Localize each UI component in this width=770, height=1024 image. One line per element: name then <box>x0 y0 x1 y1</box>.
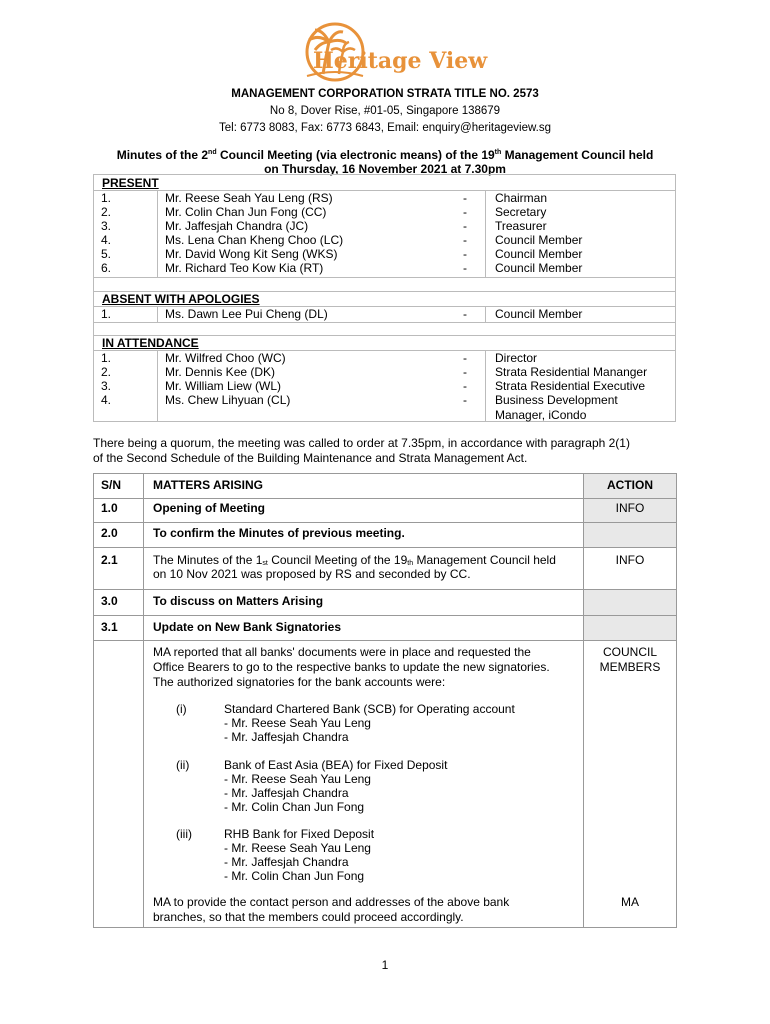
row-sn: 2.0 <box>101 526 118 540</box>
bank-item <box>224 702 582 744</box>
org-name: MANAGEMENT CORPORATION STRATA TITLE NO. 2573 <box>231 88 539 100</box>
col-sn-header: S/N <box>101 478 122 492</box>
member-name: Mr. William Liew (WL) <box>165 379 281 393</box>
col-action-header: ACTION <box>607 478 653 492</box>
row-body <box>153 553 581 581</box>
signatory: - Mr. Jaffesjah Chandra <box>224 855 349 869</box>
member-name: Mr. Dennis Kee (DK) <box>165 365 276 379</box>
member-dash: - <box>463 307 467 321</box>
signatory: - Mr. Colin Chan Jun Fong <box>224 800 365 814</box>
member-no: 3. <box>101 219 112 233</box>
org-address: No 8, Dover Rise, #01-05, Singapore 138679 <box>269 105 501 117</box>
minutes-title <box>0 148 770 176</box>
member-role: Council Member <box>495 261 583 275</box>
member-no: 1. <box>101 191 112 205</box>
org-contact: Tel: 6773 8083, Fax: 6773 6843, Email: enquiry@heritageview.sg <box>219 122 551 134</box>
minutes-sub: th <box>407 560 414 567</box>
member-name: Ms. Dawn Lee Pui Cheng (DL) <box>165 307 328 321</box>
row-title: To discuss on Matters Arising <box>153 594 324 608</box>
row-sn: 3.1 <box>101 620 118 634</box>
row-title: To confirm the Minutes of previous meeting. <box>153 526 405 540</box>
bank-item <box>224 827 582 883</box>
member-name: Mr. Wilfred Choo (WC) <box>165 351 286 365</box>
logo-text: Heritage View <box>313 48 488 74</box>
member-dash: - <box>463 205 467 219</box>
member-name: Mr. Colin Chan Jun Fong (CC) <box>165 205 327 219</box>
member-role: Secretary <box>495 205 547 219</box>
signatory: - Mr. Reese Seah Yau Leng <box>224 841 371 855</box>
member-name: Mr. Jaffesjah Chandra (JC) <box>165 219 309 233</box>
quorum-line: There being a quorum, the meeting was called to order at 7.35pm, in accordance with paragraph 2(1) <box>93 436 630 450</box>
title-line2: on Thursday, 16 November 2021 at 7.30pm <box>264 162 506 176</box>
member-no: 3. <box>101 379 112 393</box>
body-line: Office Bearers to go to the respective banks to update the new signatories. <box>153 660 550 674</box>
row-sn: 3.0 <box>101 594 118 608</box>
minutes-text: The Minutes of the 1 <box>153 553 263 567</box>
member-role: Strata Residential Executive <box>495 379 646 393</box>
member-role: Council Member <box>495 247 583 261</box>
matters-table <box>93 473 677 928</box>
member-role: Council Member <box>495 307 583 321</box>
member-no: 2. <box>101 365 112 379</box>
action-line: MEMBERS <box>599 660 661 674</box>
member-name: Mr. Reese Seah Yau Leng (RS) <box>165 191 333 205</box>
member-role: Director <box>495 351 538 365</box>
member-dash: - <box>463 247 467 261</box>
member-role: Strata Residential Mananger <box>495 365 648 379</box>
member-dash: - <box>463 365 467 379</box>
member-no: 2. <box>101 205 112 219</box>
row-action: INFO <box>615 501 645 515</box>
member-dash: - <box>463 191 467 205</box>
member-no: 4. <box>101 233 112 247</box>
bank-body <box>153 645 581 690</box>
quorum-line: of the Second Schedule of the Building Maintenance and Strata Management Act. <box>93 451 528 465</box>
heritage-view-logo <box>293 22 488 84</box>
bank-title: Standard Chartered Bank (SCB) for Operating account <box>224 702 515 716</box>
row-sn: 2.1 <box>101 553 118 567</box>
title-sup: th <box>494 149 502 156</box>
title-sup: nd <box>208 149 217 156</box>
member-no: 4. <box>101 393 112 407</box>
signatory: - Mr. Reese Seah Yau Leng <box>224 716 371 730</box>
member-no: 5. <box>101 247 112 261</box>
member-dash: - <box>463 379 467 393</box>
body-line: MA reported that all banks' documents were in place and requested the <box>153 645 531 659</box>
member-name: Ms. Chew Lihyuan (CL) <box>165 393 291 407</box>
member-dash: - <box>463 393 467 407</box>
title-part: Minutes of the 2 <box>116 148 209 162</box>
minutes-text: on 10 Nov 2021 was proposed by RS and seconded by CC. <box>153 567 471 581</box>
member-dash: - <box>463 261 467 275</box>
minutes-sub: st <box>262 560 268 567</box>
signatory: - Mr. Jaffesjah Chandra <box>224 730 349 744</box>
row-title: Opening of Meeting <box>153 501 265 515</box>
minutes-text: Council Meeting of the 19 <box>267 553 408 567</box>
member-no: 1. <box>101 351 112 365</box>
signatory: - Mr. Jaffesjah Chandra <box>224 786 349 800</box>
member-role: Council Member <box>495 233 583 247</box>
member-dash: - <box>463 351 467 365</box>
body-line: The authorized signatories for the bank accounts were: <box>153 675 446 689</box>
row-sn: 1.0 <box>101 501 118 515</box>
member-dash: - <box>463 233 467 247</box>
body-line: branches, so that the members could proceed accordingly. <box>153 910 464 924</box>
member-name: Mr. Richard Teo Kow Kia (RT) <box>165 261 324 275</box>
bank-title: RHB Bank for Fixed Deposit <box>224 827 375 841</box>
member-role: Treasurer <box>495 219 547 233</box>
signatory: - Mr. Colin Chan Jun Fong <box>224 869 365 883</box>
body-line: MA to provide the contact person and addresses of the above bank <box>153 895 510 909</box>
member-dash: - <box>463 219 467 233</box>
row-title: Update on New Bank Signatories <box>153 620 342 634</box>
col-matters-header: MATTERS ARISING <box>153 478 263 492</box>
member-no: 6. <box>101 261 112 275</box>
role-continuation: Manager, iCondo <box>495 408 587 422</box>
quorum-paragraph <box>93 436 678 466</box>
bank-number: (i) <box>176 702 187 716</box>
member-name: Ms. Lena Chan Kheng Choo (LC) <box>165 233 344 247</box>
member-role: Chairman <box>495 191 548 205</box>
absent-heading: ABSENT WITH APOLOGIES <box>102 292 260 306</box>
bank-item <box>224 758 582 814</box>
signatory: - Mr. Reese Seah Yau Leng <box>224 772 371 786</box>
attendance-table <box>93 174 676 422</box>
minutes-text: Management Council held <box>413 553 556 567</box>
member-no: 1. <box>101 307 112 321</box>
bank-number: (iii) <box>176 827 192 841</box>
action-line: COUNCIL <box>602 645 657 659</box>
present-heading: PRESENT <box>102 176 159 190</box>
attendance-heading: IN ATTENDANCE <box>102 336 199 350</box>
member-role: Business Development <box>495 393 618 407</box>
bank-number: (ii) <box>176 758 190 772</box>
row-action: INFO <box>615 553 645 567</box>
title-part: Council Meeting (via electronic means) of the 19 <box>216 148 495 162</box>
page-number: 1 <box>381 958 389 972</box>
row-action: MA <box>621 895 639 909</box>
member-name: Mr. David Wong Kit Seng (WKS) <box>165 247 338 261</box>
closing-text <box>153 895 581 925</box>
row-action <box>584 645 676 675</box>
title-part: Management Council held <box>501 148 654 162</box>
bank-title: Bank of East Asia (BEA) for Fixed Deposit <box>224 758 448 772</box>
